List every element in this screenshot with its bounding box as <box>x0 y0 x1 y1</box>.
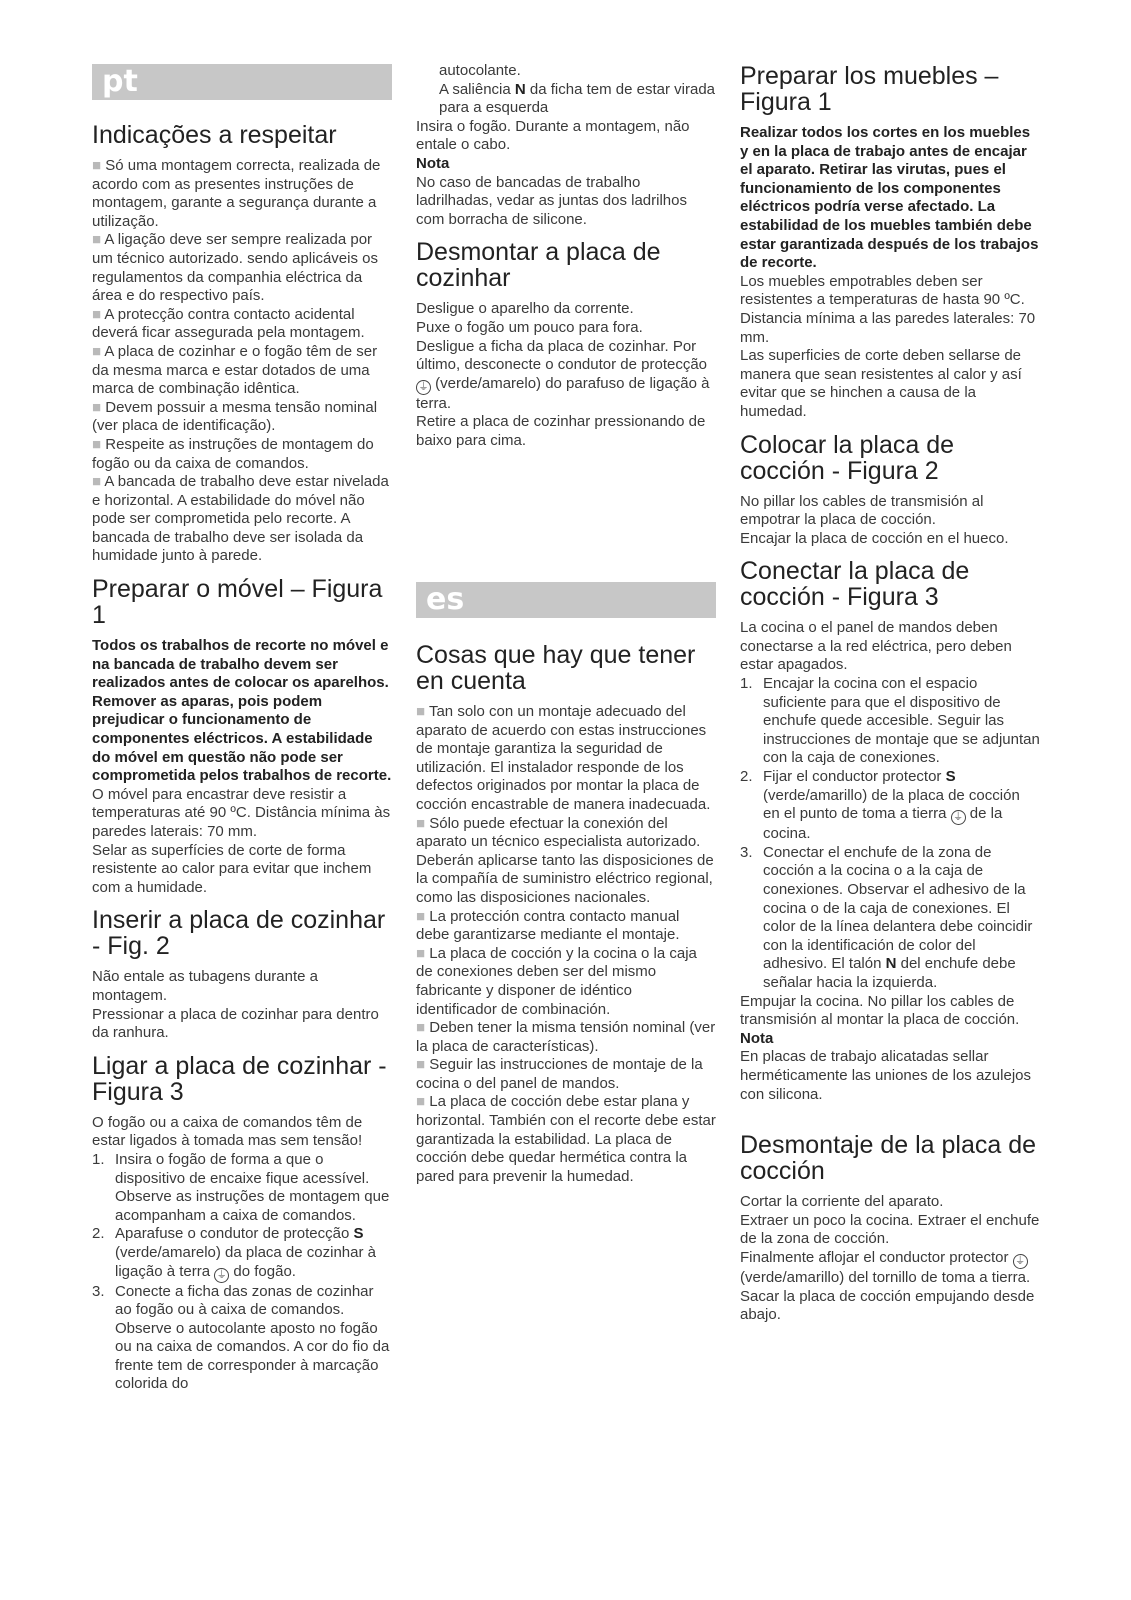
step-line: Desligue a ficha da placa de cozinhar. Por último, desconecte o condutor de protecção ⏚ (verde/amarelo) do parafuso de ligação à terra. <box>416 337 710 412</box>
section-title-cosas: Cosas que hay que tener en cuenta <box>416 641 696 695</box>
step-line: Puxe o fogão um pouco para fora. <box>416 318 643 336</box>
bullet-item: ■ La protección contra contacto manual debe garantizarse mediante el montaje. <box>416 907 680 944</box>
paragraph: No caso de bancadas de trabalho ladrilhadas, vedar as juntas dos ladrilhos com borracha de silicone. <box>416 173 687 228</box>
square-bullet-icon: ■ <box>92 231 102 249</box>
column-es <box>740 0 1040 1325</box>
section-title-ligar-placa: Ligar a placa de cozinhar - Figura 3 <box>92 1051 387 1106</box>
square-bullet-icon: ■ <box>416 1056 426 1074</box>
bullet-item: ■ A bancada de trabalho deve estar nivelada e horizontal. A estabilidade do móvel não pode ser comprometida pelo recorte. A bancada de trabalho deve ser isolada da humidade junto à parede. <box>92 473 389 565</box>
section-title-desmontaje-placa: Desmontaje de la placa de cocción <box>740 1131 1037 1186</box>
ground-symbol-icon: ⏚ <box>1013 1254 1028 1269</box>
paragraph: No pillar los cables de transmisión al empotrar la placa de cocción. <box>740 492 984 529</box>
ground-symbol-icon: ⏚ <box>416 380 431 395</box>
square-bullet-icon: ■ <box>92 398 102 416</box>
ground-symbol-icon: ⏚ <box>214 1268 229 1283</box>
square-bullet-icon: ■ <box>416 1093 426 1111</box>
list-item: 1. Insira o fogão de forma a que o dispositivo de encaixe fique acessível. Observe as instruções de montagem que acompanham a caixa de comandos. <box>92 1150 390 1224</box>
ground-symbol-icon: ⏚ <box>951 810 966 825</box>
paragraph: Los muebles empotrables deben ser resistentes a temperaturas de hasta 90 ºC. Distancia mínima a las paredes laterales: 70 mm. <box>740 272 1036 346</box>
bullet-list-indicacoes <box>92 157 392 566</box>
bullet-list-cosas <box>416 703 716 1186</box>
bullet-item: ■ Sólo puede efectuar la conexión del aparato un técnico especialista autorizado. Deberán aplicarse tanto las disposiciones de la compañía de suministro eléctrico regional, como las disposiciones nacionales. <box>416 814 714 906</box>
note-label: Nota <box>416 154 450 172</box>
desmontar-steps <box>416 300 716 450</box>
step-line: Desligue o aparelho da corrente. <box>416 300 634 318</box>
square-bullet-icon: ■ <box>416 944 426 962</box>
paragraph: Insira o fogão. Durante a montagem, não entale o cabo. <box>416 117 690 154</box>
indented-line: autocolante. <box>439 62 521 79</box>
column-pt-es <box>416 0 716 1185</box>
language-header-pt <box>92 64 392 100</box>
continued-list-text <box>416 62 716 118</box>
square-bullet-icon: ■ <box>92 473 102 491</box>
paragraph: La cocina o el panel de mandos deben conectarse a la red eléctrica, pero deben estar apagados. <box>740 619 1012 674</box>
square-bullet-icon: ■ <box>92 342 102 360</box>
bullet-item: ■ A protecção contra contacto acidental deverá ficar assegurada pela montagem. <box>92 305 365 342</box>
bullet-item: ■ Deben tener la misma tensión nominal (ver la placa de características). <box>416 1019 716 1055</box>
indented-line: A saliência N da ficha tem de estar virada para a esquerda <box>439 80 715 117</box>
language-header-es <box>416 582 716 618</box>
bullet-item: ■ Respeite as instruções de montagem do fogão ou da caixa de comandos. <box>92 435 374 472</box>
list-item: 1. Encajar la cocina con el espacio suficiente para que el dispositivo de enchufe quede accesible. Seguir las instrucciones de montaje que se adjuntan con la caja de conexiones. <box>740 675 1040 767</box>
section-title-desmontar-placa: Desmontar a placa de cozinhar <box>416 238 661 293</box>
paragraph: En placas de trabajo alicatadas sellar herméticamente las uniones de los azulejos con silicona. <box>740 1048 1031 1103</box>
square-bullet-icon: ■ <box>92 305 102 323</box>
numbered-list-ligar <box>92 1151 392 1394</box>
section-title-preparar-movel: Preparar o móvel – Figura 1 <box>92 575 383 630</box>
square-bullet-icon: ■ <box>92 157 102 174</box>
square-bullet-icon: ■ <box>92 435 102 453</box>
square-bullet-icon: ■ <box>416 1019 426 1037</box>
desmontaje-steps <box>740 1193 1040 1325</box>
bullet-item: ■ Seguir las instrucciones de montaje de la cocina o del panel de mandos. <box>416 1056 703 1092</box>
paragraph: Selar as superfícies de corte de forma resistente ao calor para evitar que inchem com a humidade. <box>92 841 372 896</box>
numbered-list-conectar <box>740 675 1040 993</box>
paragraph: O fogão ou a caixa de comandos têm de estar ligados à tomada mas sem tensão! <box>92 1113 363 1150</box>
paragraph: Las superficies de corte deben sellarse de manera que sean resistentes al calor y así evitar que se hinchen a causa de la humedad. <box>740 347 1022 420</box>
paragraph: O móvel para encastrar deve resistir a temperaturas até 90 ºC. Distância mínima às paredes laterais: 70 mm. <box>92 785 391 840</box>
bullet-item: ■ A placa de cozinhar e o fogão têm de ser da mesma marca e estar dotados de uma marca de combinação idêntica. <box>92 342 378 398</box>
bullet-item: ■ La placa de cocción y la cocina o la caja de conexiones deben ser del mismo fabricante y disponer de idéntico identificador de combinación. <box>416 944 697 1018</box>
section-title-conectar-placa: Conectar la placa de cocción - Figura 3 <box>740 557 970 612</box>
paragraph: Pressionar a placa de cozinhar para dentro da ranhura. <box>92 1005 379 1042</box>
bullet-item: ■ Devem possuir a mesma tensão nominal (ver placa de identificação). <box>92 398 378 435</box>
step-line: Sacar la placa de cocción empujando desde abajo. <box>740 1287 1035 1324</box>
section-cosas <box>416 642 716 1186</box>
section-title-colocar-placa: Colocar la placa de cocción - Figura 2 <box>740 430 955 485</box>
paragraph: Encajar la placa de cocción en el hueco. <box>740 529 1009 547</box>
square-bullet-icon: ■ <box>416 814 426 832</box>
bullet-item: ■ Tan solo con un montaje adecuado del aparato de acuerdo con estas instrucciones de montaje garantiza la seguridad de utilización. El instalador responde de los defectos originados por montar la placa de cocción encastrable de manera inadecuada. <box>416 703 711 813</box>
section-title-inserir-placa: Inserir a placa de cozinhar - Fig. 2 <box>92 906 386 961</box>
bullet-item: ■ A ligação deve ser sempre realizada por um técnico autorizado. sendo aplicáveis os regulamentos da companhia eléctrica da área e do respectivo país. <box>92 231 378 305</box>
section-title-indicacoes: Indicações a respeitar <box>92 121 337 149</box>
paragraph: Empujar la cocina. No pillar los cables de transmisión al montar la placa de cocción. <box>740 992 1020 1029</box>
warning-paragraph: Realizar todos los cortes en los muebles y en la placa de trabajo antes de encajar el aparato. Retirar las virutas, pues el funcionamiento de los componentes eléctricos podría verse afectado. La estabilidad de los muebles también debe estar garantizada después de los trabajos de recorte. <box>740 124 1039 272</box>
paragraph: Não entale as tubagens durante a montagem. <box>92 968 319 1004</box>
step-line: Cortar la corriente del aparato. <box>740 1193 944 1211</box>
note-label: Nota <box>740 1029 774 1047</box>
language-label: pt <box>102 64 138 99</box>
column-pt <box>92 0 392 1394</box>
square-bullet-icon: ■ <box>416 907 426 925</box>
step-line: Finalmente aflojar el conductor protector ⏚ (verde/amarillo) del tornillo de toma a tierra. <box>740 1248 1031 1286</box>
list-item: 3. Conecte a ficha das zonas de cozinhar ao fogão ou à caixa de comandos. Observe o autocolante aposto no fogão ou na caixa de comandos. A cor do fio da frente tem de corresponder à marcação colorida do <box>92 1282 390 1393</box>
square-bullet-icon: ■ <box>416 703 426 720</box>
bullet-item: ■ Só uma montagem correcta, realizada de acordo com as presentes instruções de montagem, garante a segurança durante a utilização. <box>92 157 381 230</box>
list-item: 2. Fijar el conductor protector S (verde/amarillo) de la placa de cocción en el punto de toma a tierra ⏚ de la cocina. <box>740 768 1020 843</box>
bullet-item: ■ La placa de cocción debe estar plana y horizontal. También con el recorte debe estar garantizada la estabilidad. La placa de cocción debe quedar hermética contra la pared para prevenir la humedad. <box>416 1093 716 1185</box>
warning-paragraph: Todos os trabalhos de recorte no móvel e na bancada de trabalho devem ser realizados antes de colocar os aparelhos. Remover as aparas, pois podem prejudicar o funcionamento de componentes eléctricos. A estabilidade do móvel em questão não pode ser comprometida pelos trabalhos de recorte. <box>92 637 392 785</box>
step-line: Extraer un poco la cocina. Extraer el enchufe de la zona de cocción. <box>740 1211 1040 1248</box>
language-label: es <box>426 582 465 617</box>
list-item: 2. Aparafuse o condutor de protecção S (verde/amarelo) da placa de cozinhar à ligação à terra ⏚ do fogão. <box>92 1225 376 1281</box>
step-line: Retire a placa de cozinhar pressionando de baixo para cima. <box>416 413 706 449</box>
section-title-preparar-muebles: Preparar los muebles – Figura 1 <box>740 62 999 116</box>
list-item: 3. Conectar el enchufe de la zona de cocción a la cocina o a la caja de conexiones. Observar el adhesivo de la cocina o de la caja de conexiones. El color de la línea delantera debe coincidir con la identificación de color del adhesivo. El talón N del enchufe debe señalar hacia la izquierda. <box>740 843 1033 991</box>
